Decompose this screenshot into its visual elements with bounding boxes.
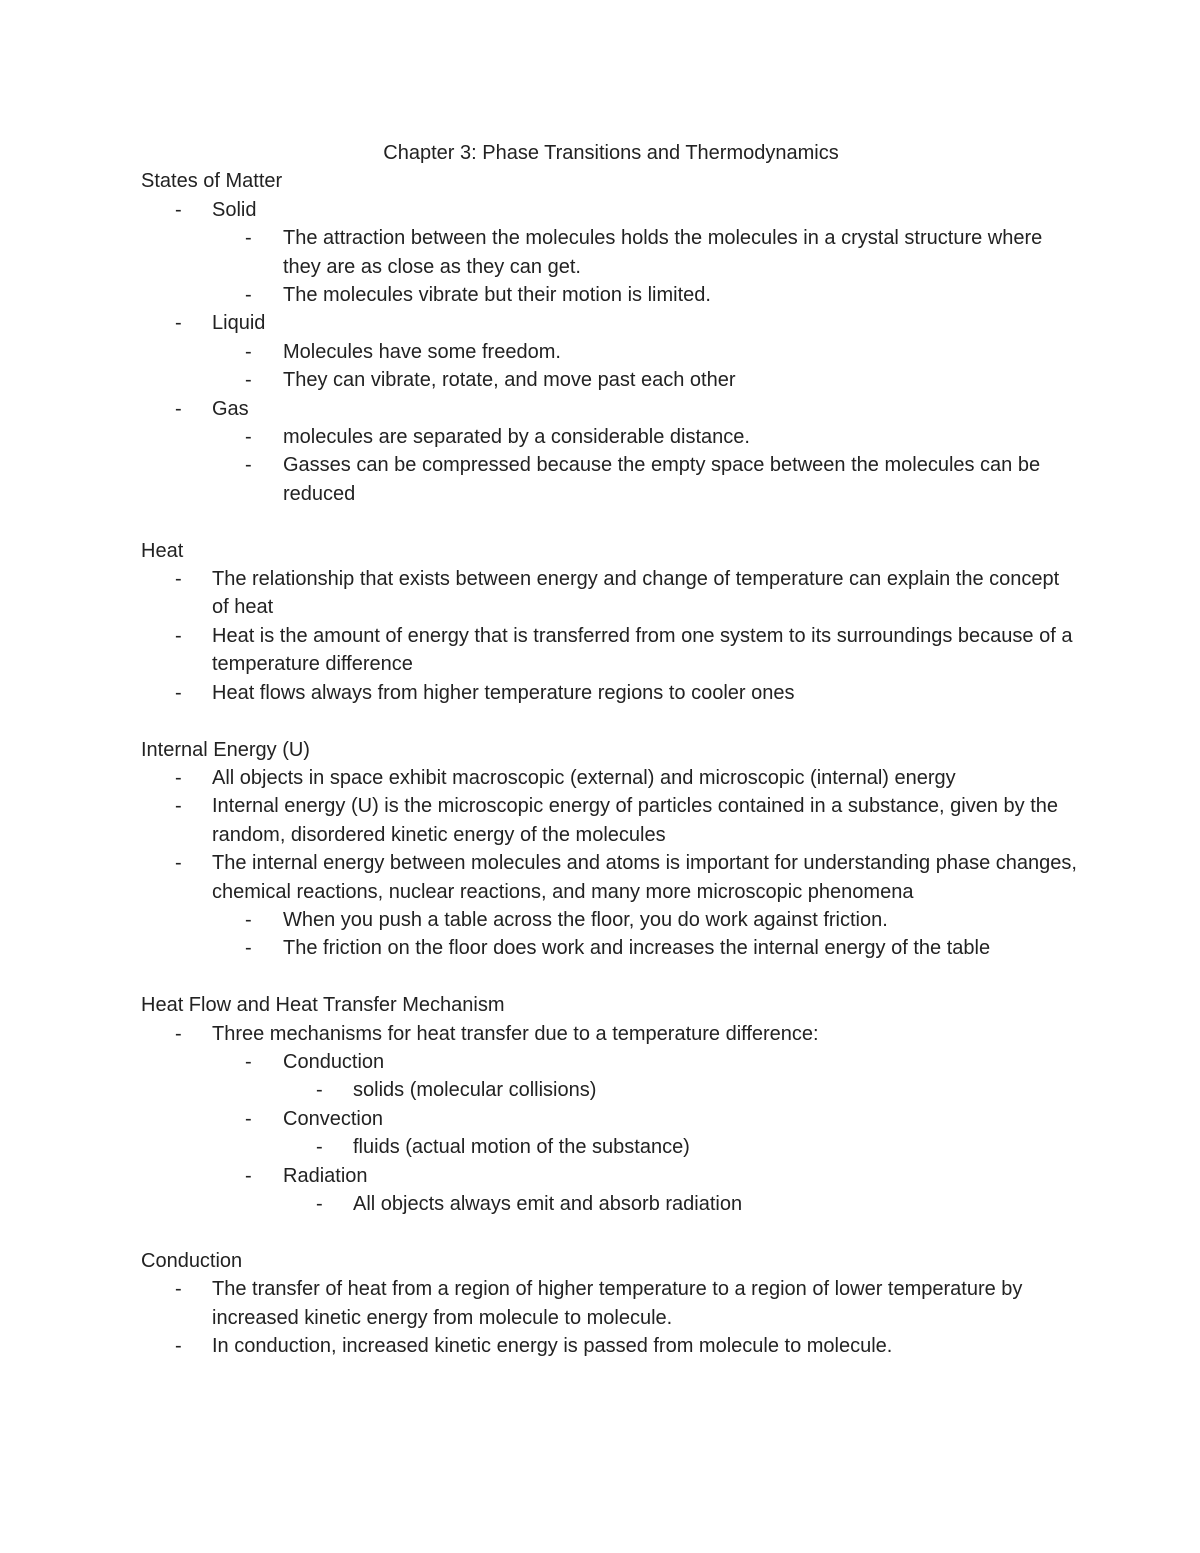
bullet-dash: - — [175, 198, 182, 221]
bullet-dash: - — [245, 454, 252, 477]
section-spacer — [141, 707, 1081, 735]
bullet-list-level-3 — [141, 1133, 1081, 1161]
bullet-dash: - — [175, 312, 182, 335]
list-item-text: In conduction, increased kinetic energy is passed from molecule to molecule. — [212, 1335, 893, 1357]
list-item-text: Three mechanisms for heat transfer due to a temperature difference: — [212, 1022, 819, 1045]
list-item — [141, 423, 1081, 451]
list-item — [141, 906, 1081, 934]
list-item — [141, 196, 1081, 224]
list-item — [141, 679, 1081, 707]
list-item — [141, 281, 1081, 309]
list-item — [141, 338, 1081, 366]
bullet-list-level-2 — [141, 906, 1081, 963]
list-item-text: Heat is the amount of energy that is transferred from one system to its surroundings because of a temperature difference — [212, 624, 1073, 676]
bullet-dash: - — [316, 1079, 323, 1102]
document-sections — [141, 167, 1081, 1360]
list-item-text: Gas — [212, 397, 249, 420]
list-item — [141, 1332, 1081, 1360]
list-item-text: Convection — [283, 1107, 384, 1130]
bullet-dash: - — [245, 340, 252, 363]
list-item-text: Radiation — [283, 1164, 368, 1187]
bullet-list-level-2 — [141, 423, 1081, 508]
bullet-dash: - — [245, 1107, 252, 1130]
bullet-dash: - — [245, 369, 252, 392]
bullet-dash: - — [316, 1192, 323, 1215]
bullet-dash: - — [175, 681, 182, 704]
section — [141, 167, 1081, 508]
section — [141, 508, 1081, 707]
list-item — [141, 366, 1081, 394]
list-item-text: Solid — [212, 198, 257, 221]
bullet-list-level-1 — [141, 764, 1081, 963]
bullet-dash: - — [245, 1164, 252, 1187]
list-item-text: Conduction — [283, 1050, 385, 1073]
list-item-text: The molecules vibrate but their motion is limited. — [283, 284, 711, 307]
bullet-list-level-3 — [141, 1190, 1081, 1218]
bullet-dash: - — [175, 568, 182, 591]
document-body — [141, 139, 1081, 1360]
bullet-dash: - — [175, 852, 182, 875]
section-spacer — [141, 963, 1081, 991]
list-item — [141, 1275, 1081, 1332]
section-spacer — [141, 1218, 1081, 1246]
list-item-text: Gasses can be compressed because the empty space between the molecules can be reduced — [283, 454, 1041, 505]
list-item — [141, 764, 1081, 792]
list-item — [141, 565, 1081, 622]
list-item — [141, 849, 1081, 906]
list-item-text: All objects in space exhibit macroscopic (external) and microscopic (internal) energy — [212, 766, 956, 789]
bullet-dash: - — [175, 795, 182, 818]
bullet-dash: - — [245, 227, 252, 250]
bullet-dash: - — [245, 284, 252, 307]
list-item-text: The attraction between the molecules holds the molecules in a crystal structure where they are as close as they can get. — [283, 227, 1043, 278]
list-item-text: Heat flows always from higher temperature regions to cooler ones — [212, 681, 795, 704]
bullet-list-level-1 — [141, 565, 1081, 707]
bullet-dash: - — [175, 397, 182, 420]
list-item-text: fluids (actual motion of the substance) — [353, 1136, 690, 1159]
section — [141, 707, 1081, 963]
bullet-dash: - — [175, 766, 182, 789]
section-heading: Heat — [141, 539, 184, 562]
bullet-list-level-2 — [141, 338, 1081, 395]
section — [141, 1218, 1081, 1360]
list-item — [141, 1162, 1081, 1190]
list-item — [141, 792, 1081, 849]
list-item — [141, 622, 1081, 679]
list-item — [141, 1105, 1081, 1133]
list-item — [141, 934, 1081, 962]
list-item-text: Molecules have some freedom. — [283, 340, 561, 363]
bullet-list-level-1 — [141, 1275, 1081, 1360]
document-title: Chapter 3: Phase Transitions and Thermodynamics — [383, 142, 839, 164]
list-item-text: The friction on the floor does work and increases the internal energy of the table — [283, 937, 991, 960]
list-item — [141, 1076, 1081, 1104]
section-heading: Conduction — [141, 1249, 243, 1272]
section-spacer — [141, 508, 1081, 536]
list-item-text: Internal energy (U) is the microscopic energy of particles contained in a substance, given by the random, disordered kinetic energy of the molecules — [212, 795, 1058, 846]
list-item-text: The relationship that exists between energy and change of temperature can explain the concept of heat — [212, 568, 1060, 619]
bullet-list-level-2 — [141, 1048, 1081, 1218]
bullet-dash: - — [175, 624, 182, 647]
list-item-text: The transfer of heat from a region of higher temperature to a region of lower temperature by increased kinetic energy from molecule to molecule. — [212, 1278, 1023, 1329]
bullet-dash: - — [245, 1050, 252, 1073]
list-item — [141, 1048, 1081, 1076]
list-item-text: molecules are separated by a considerable distance. — [283, 426, 750, 449]
section — [141, 963, 1081, 1219]
list-item — [141, 309, 1081, 337]
list-item-text: solids (molecular collisions) — [353, 1079, 597, 1102]
list-item-text: The internal energy between molecules and atoms is important for understanding phase changes, chemical reactions, nuclear reactions, and many more microscopic phenomena — [212, 852, 1077, 903]
list-item — [141, 1020, 1081, 1048]
list-item-text: Liquid — [212, 312, 266, 335]
list-item — [141, 395, 1081, 423]
list-item-text: All objects always emit and absorb radiation — [353, 1192, 743, 1215]
list-item-text: When you push a table across the floor, you do work against friction. — [283, 908, 888, 931]
bullet-list-level-3 — [141, 1076, 1081, 1104]
bullet-list-level-1 — [141, 196, 1081, 508]
bullet-dash: - — [316, 1136, 323, 1159]
bullet-dash: - — [245, 937, 252, 960]
bullet-dash: - — [175, 1335, 182, 1357]
list-item — [141, 451, 1081, 508]
section-heading: Heat Flow and Heat Transfer Mechanism — [141, 994, 505, 1017]
bullet-dash: - — [175, 1278, 182, 1301]
list-item-text: They can vibrate, rotate, and move past each other — [283, 369, 736, 392]
bullet-dash: - — [245, 908, 252, 931]
bullet-dash: - — [175, 1022, 182, 1045]
list-item — [141, 224, 1081, 281]
list-item — [141, 1190, 1081, 1218]
list-item — [141, 1133, 1081, 1161]
bullet-dash: - — [245, 426, 252, 449]
section-heading: States of Matter — [141, 170, 283, 193]
section-heading: Internal Energy (U) — [141, 738, 310, 761]
bullet-list-level-2 — [141, 224, 1081, 309]
bullet-list-level-1 — [141, 1020, 1081, 1219]
